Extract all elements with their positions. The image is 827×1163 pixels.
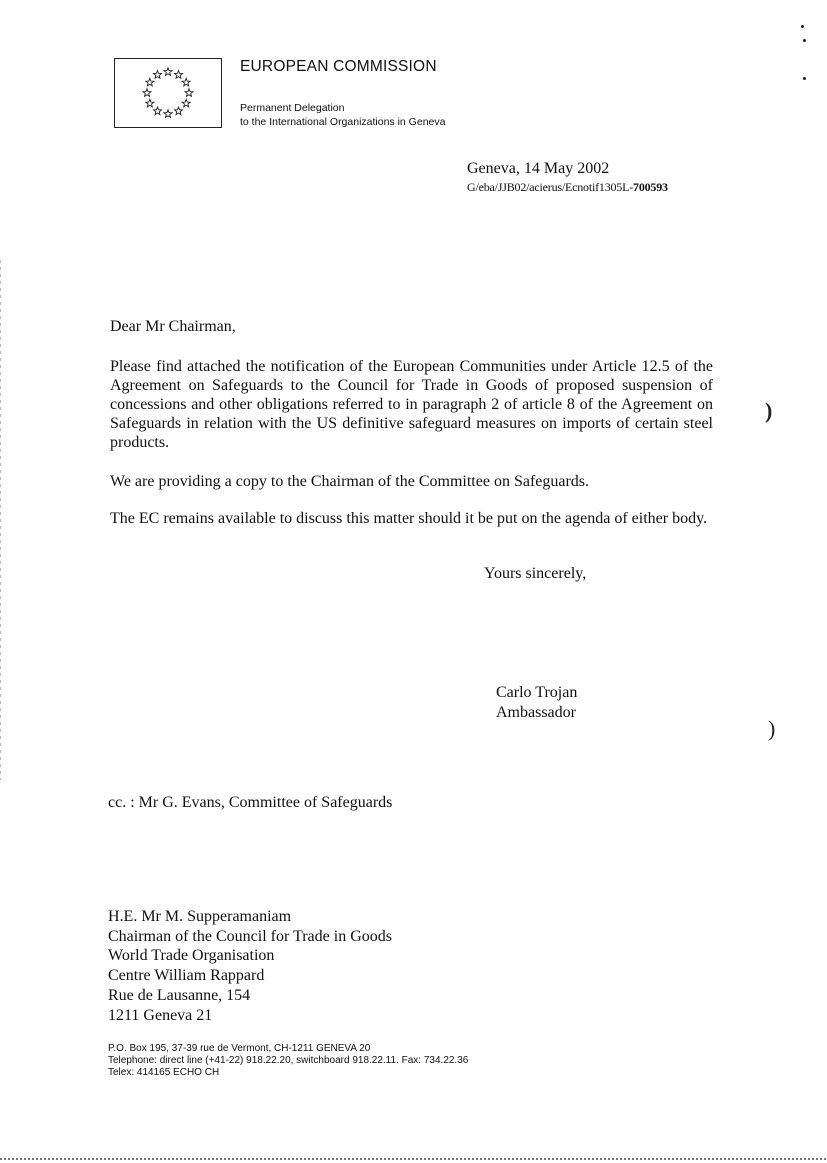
eu-star bbox=[154, 71, 162, 79]
recipient-address bbox=[108, 907, 392, 1025]
scan-edge-line bbox=[0, 260, 1, 780]
body-paragraph: Please find attached the notification of the European Communities under Article 12.5 of the Agreement on Safeguards to the Council for Trade in Goods of proposed suspension of concessions and other obligations referred to in paragraph 2 of article 8 of the Agreement on Safeguards in relation with the US definitive safeguard measures on imports of certain steel products. bbox=[110, 358, 713, 451]
eu-star bbox=[182, 78, 190, 86]
scan-speck bbox=[803, 77, 806, 80]
recipient-line: Centre William Rappard bbox=[108, 967, 265, 985]
scan-bottom-line bbox=[0, 1158, 827, 1160]
eu-star bbox=[146, 99, 154, 107]
footer-contact bbox=[108, 1043, 468, 1079]
cc-line: cc. : Mr G. Evans, Committee of Safeguards bbox=[108, 794, 393, 811]
recipient-line: 1211 Geneva 21 bbox=[108, 1006, 213, 1024]
recipient-line: Chairman of the Council for Trade in Goods bbox=[108, 927, 392, 945]
scan-speck bbox=[803, 39, 806, 42]
footer-line: Telephone: direct line (+41-22) 918.22.20, switchboard 918.22.11. Fax: 734.22.36 bbox=[108, 1055, 469, 1066]
recipient-line: Rue de Lausanne, 154 bbox=[108, 986, 251, 1004]
reference-number: 700593 bbox=[633, 180, 668, 194]
signatory-title: Ambassador bbox=[496, 704, 576, 721]
body-paragraph: We are providing a copy to the Chairman of the Committee on Safeguards. bbox=[110, 473, 590, 490]
eu-star bbox=[175, 71, 183, 79]
eu-star bbox=[154, 107, 162, 115]
eu-star bbox=[146, 78, 154, 86]
eu-star bbox=[182, 99, 190, 107]
footer-line: Telex: 414165 ECHO CH bbox=[108, 1067, 220, 1078]
letter-date: Geneva, 14 May 2002 bbox=[467, 160, 610, 177]
scan-bracket-mark: ) bbox=[768, 716, 776, 741]
scan-speck bbox=[801, 25, 804, 28]
eu-star bbox=[143, 89, 151, 97]
reference-code bbox=[467, 180, 668, 195]
eu-stars-icon bbox=[114, 58, 222, 128]
signatory-name: Carlo Trojan bbox=[496, 684, 578, 701]
eu-star bbox=[175, 107, 183, 115]
delegation-line: to the International Organizations in Geneva bbox=[240, 116, 446, 128]
delegation-line: Permanent Delegation bbox=[240, 102, 345, 114]
salutation: Dear Mr Chairman, bbox=[110, 318, 236, 335]
organization-name: EUROPEAN COMMISSION bbox=[240, 58, 437, 75]
reference-prefix: G/eba/JJB02/acierus/Ecnotif1305L- bbox=[467, 180, 634, 194]
eu-star bbox=[164, 110, 172, 118]
body-paragraph: The EC remains available to discuss this matter should it be put on the agenda of either body. bbox=[110, 510, 708, 527]
recipient-line: H.E. Mr M. Supperamaniam bbox=[108, 908, 292, 925]
footer-line: P.O. Box 195, 37-39 rue de Vermont, CH-1211 GENEVA 20 bbox=[108, 1043, 371, 1054]
eu-star bbox=[185, 89, 193, 97]
closing: Yours sincerely, bbox=[484, 565, 587, 582]
scan-bracket-mark: ) bbox=[765, 398, 773, 423]
delegation-address bbox=[240, 101, 445, 129]
eu-star bbox=[164, 68, 172, 76]
recipient-line: World Trade Organisation bbox=[108, 947, 275, 965]
signature-block bbox=[496, 683, 577, 723]
